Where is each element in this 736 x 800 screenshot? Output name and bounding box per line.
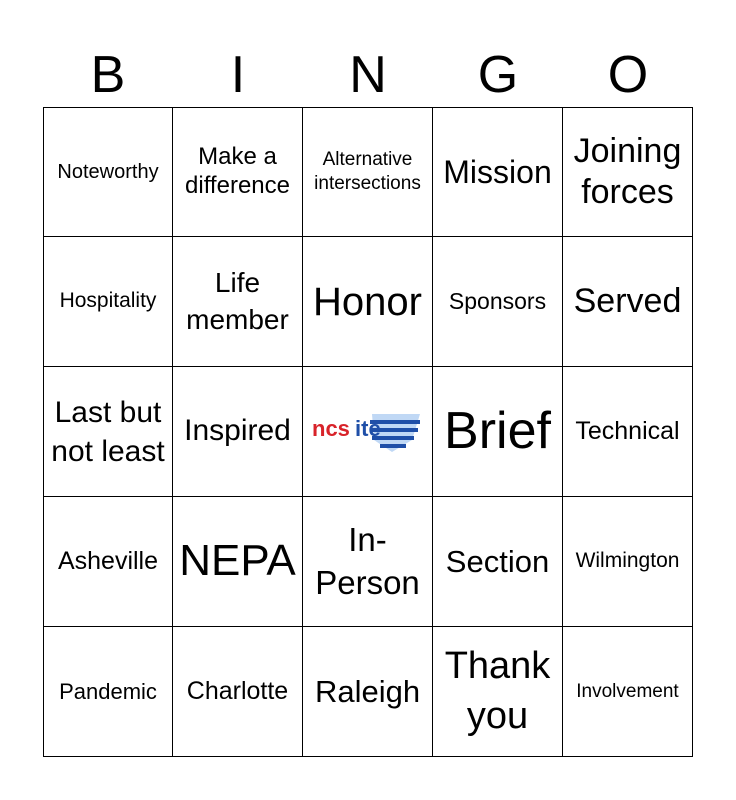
- bingo-cell-text: Make a difference: [185, 143, 290, 199]
- bingo-cell-text: In-Person: [315, 520, 420, 601]
- header-letter-i: I: [230, 46, 246, 104]
- bingo-cell[interactable]: [43, 497, 173, 627]
- bingo-cell[interactable]: [43, 367, 173, 497]
- bingo-cell-text: Hospitality: [59, 289, 157, 313]
- bingo-cell-text: Joining forces: [573, 131, 682, 211]
- bingo-cell-text: Asheville: [57, 547, 159, 576]
- bingo-cell-text: Inspired: [184, 414, 291, 448]
- bingo-cell-text: Charlotte: [186, 677, 289, 706]
- bingo-cell[interactable]: [433, 107, 563, 237]
- bingo-cell-text: NEPA: [179, 536, 296, 586]
- bingo-cell[interactable]: [173, 237, 303, 367]
- bingo-cell-text: Wilmington: [575, 549, 680, 573]
- bingo-cell-text: Technical: [575, 417, 680, 446]
- svg-text:ncs: ncs: [311, 415, 350, 441]
- free-space-logo-cell[interactable]: [303, 367, 433, 497]
- bingo-cell-text: Pandemic: [59, 678, 157, 704]
- bingo-board: [43, 107, 693, 757]
- bingo-cell-text: Mission: [443, 153, 552, 190]
- bingo-cell[interactable]: [173, 367, 303, 497]
- bingo-cell[interactable]: [43, 107, 173, 237]
- bingo-cell[interactable]: [563, 497, 693, 627]
- bingo-cell[interactable]: [563, 627, 693, 757]
- svg-text:ite: ite: [354, 415, 381, 441]
- bingo-cell[interactable]: [173, 497, 303, 627]
- bingo-cell[interactable]: [173, 627, 303, 757]
- bingo-cell[interactable]: [433, 237, 563, 367]
- bingo-cell[interactable]: [433, 497, 563, 627]
- bingo-cell[interactable]: [563, 237, 693, 367]
- bingo-cell[interactable]: [303, 497, 433, 627]
- header-letter-o: O: [607, 46, 649, 104]
- bingo-cell-text: Noteworthy: [57, 160, 159, 183]
- bingo-cell[interactable]: [173, 107, 303, 237]
- ncsite-logo-icon: [308, 406, 428, 458]
- bingo-cell-text: Brief: [444, 401, 551, 460]
- bingo-cell-text: Last but not least: [51, 395, 165, 468]
- bingo-cell[interactable]: [433, 627, 563, 757]
- bingo-cell-text: Alternative intersections: [314, 149, 421, 194]
- bingo-cell-text: Sponsors: [448, 288, 547, 315]
- bingo-cell[interactable]: [303, 627, 433, 757]
- bingo-cell[interactable]: [563, 107, 693, 237]
- bingo-cell[interactable]: [563, 367, 693, 497]
- bingo-cell-text: Section: [445, 543, 550, 579]
- bingo-cell-text: Honor: [313, 279, 422, 324]
- bingo-cell-text: Raleigh: [314, 673, 421, 709]
- bingo-cell-text: Served: [573, 281, 682, 320]
- bingo-cell[interactable]: [43, 627, 173, 757]
- bingo-cell-text: Life member: [186, 267, 289, 335]
- bingo-cell[interactable]: [433, 367, 563, 497]
- bingo-cell-text: Involvement: [576, 680, 679, 702]
- header-letter-g: G: [477, 46, 519, 104]
- header-letter-n: N: [349, 46, 387, 104]
- header-letter-b: B: [90, 46, 126, 104]
- bingo-cell[interactable]: [303, 237, 433, 367]
- bingo-cell[interactable]: [303, 107, 433, 237]
- bingo-cell-text: Thank you: [444, 645, 551, 737]
- bingo-header: [43, 44, 693, 106]
- bingo-cell[interactable]: [43, 237, 173, 367]
